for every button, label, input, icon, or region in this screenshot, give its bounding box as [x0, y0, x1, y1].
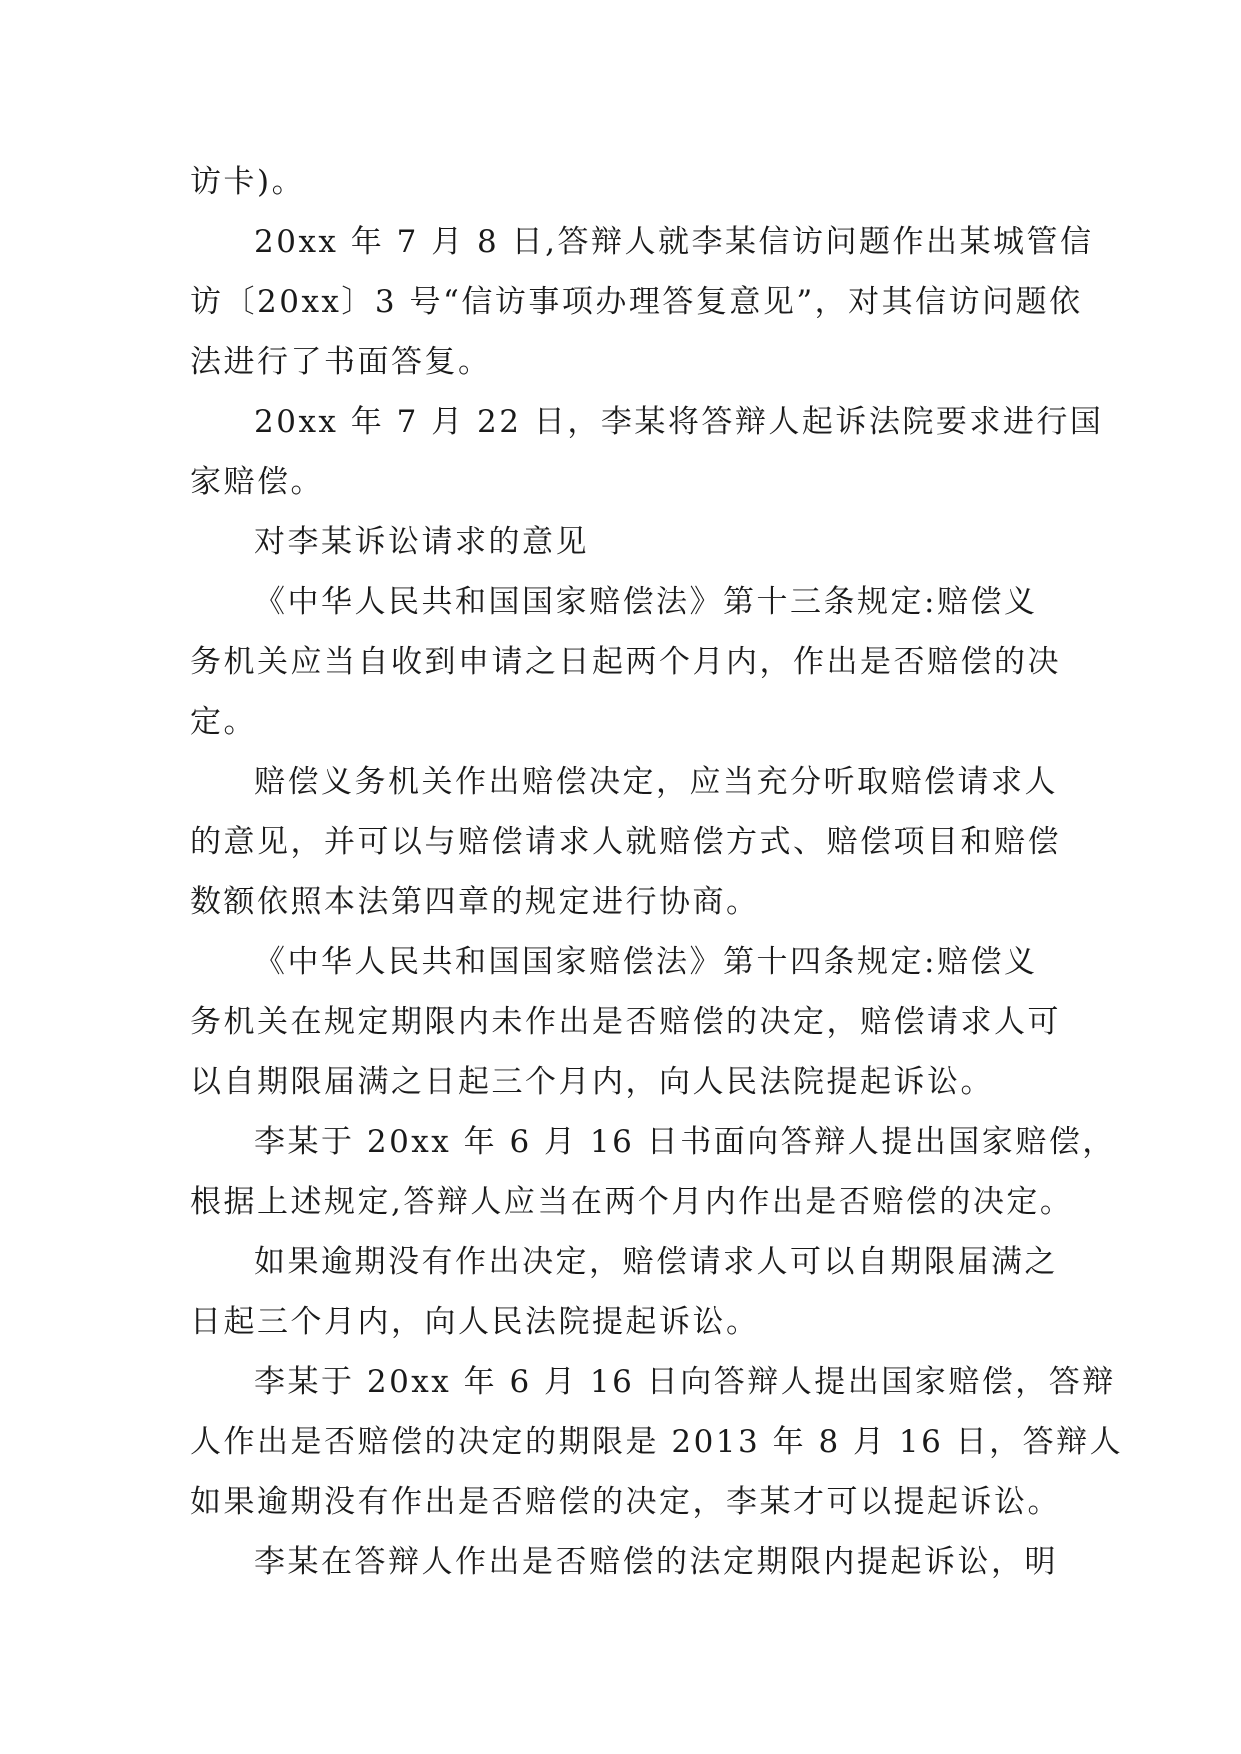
- text-line-14: 《中华人民共和国国家赔偿法》第十四条规定:赔偿义: [254, 944, 1038, 980]
- document-body: [190, 152, 1124, 1592]
- text-line-4: 法进行了书面答复。: [190, 344, 492, 380]
- text-line-19: 如果逾期没有作出决定，赔偿请求人可以自期限届满之: [254, 1244, 1058, 1280]
- text-line-15: 务机关在规定期限内未作出是否赔偿的决定，赔偿请求人可: [190, 1004, 1061, 1040]
- text-line-11: 赔偿义务机关作出赔偿决定，应当充分听取赔偿请求人: [254, 764, 1058, 800]
- text-line-22: 人作出是否赔偿的决定的期限是 2013 年 8 月 16 日，答辩人: [190, 1424, 1124, 1460]
- text-line-17: 李某于 20xx 年 6 月 16 日书面向答辩人提出国家赔偿，: [254, 1124, 1116, 1160]
- text-line-12: 的意见，并可以与赔偿请求人就赔偿方式、赔偿项目和赔偿: [190, 824, 1061, 860]
- text-line-1: 访卡)。: [190, 164, 306, 200]
- text-line-10: 定。: [190, 704, 257, 740]
- text-line-13: 数额依照本法第四章的规定进行协商。: [190, 884, 760, 920]
- text-line-20: 日起三个月内，向人民法院提起诉讼。: [190, 1304, 760, 1340]
- text-line-18: 根据上述规定,答辩人应当在两个月内作出是否赔偿的决定。: [190, 1184, 1074, 1220]
- text-line-24: 李某在答辩人作出是否赔偿的法定期限内提起诉讼，明: [254, 1544, 1058, 1580]
- text-line-5: 20xx 年 7 月 22 日，李某将答辩人起诉法院要求进行国: [254, 404, 1104, 440]
- text-line-8: 《中华人民共和国国家赔偿法》第十三条规定:赔偿义: [254, 584, 1038, 620]
- text-line-9: 务机关应当自收到申请之日起两个月内，作出是否赔偿的决: [190, 644, 1061, 680]
- text-line-16: 以自期限届满之日起三个月内，向人民法院提起诉讼。: [190, 1064, 994, 1100]
- text-line-23: 如果逾期没有作出是否赔偿的决定，李某才可以提起诉讼。: [190, 1484, 1061, 1520]
- text-line-21: 李某于 20xx 年 6 月 16 日向答辩人提出国家赔偿，答辩: [254, 1364, 1116, 1400]
- text-line-2: 20xx 年 7 月 8 日,答辩人就李某信访问题作出某城管信: [254, 224, 1094, 260]
- text-line-6: 家赔偿。: [190, 464, 324, 500]
- text-line-3: 访〔20xx〕3 号“信访事项办理答复意见”，对其信访问题依: [190, 284, 1083, 320]
- section-heading: 对李某诉讼请求的意见: [254, 524, 589, 560]
